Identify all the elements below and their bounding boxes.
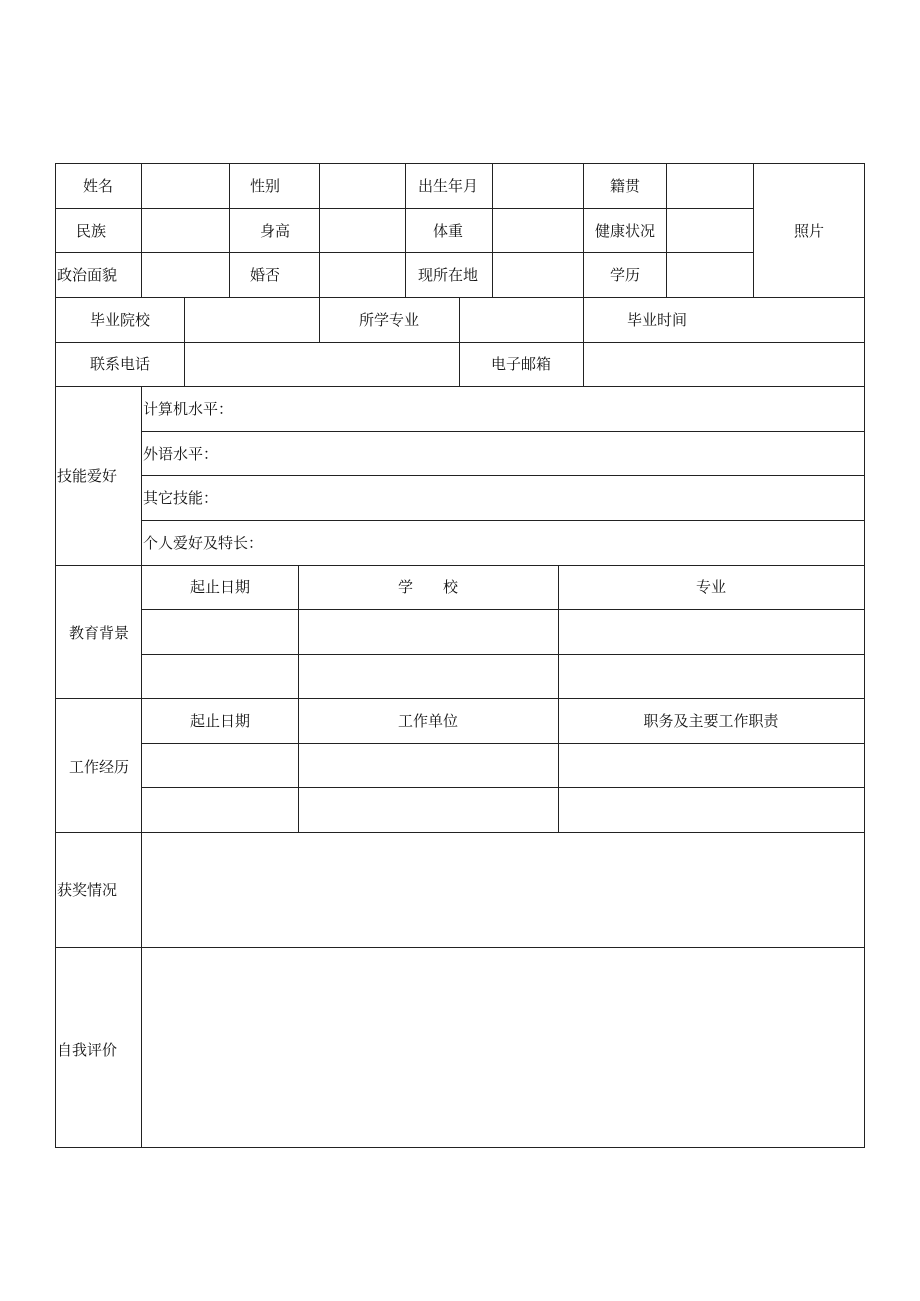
work-row-1-company[interactable] [299,744,558,787]
edu-col-date: 起止日期 [189,578,251,596]
work-row-1-duty[interactable] [559,744,864,787]
graduate-school-field[interactable] [185,298,319,342]
row-line [55,698,865,699]
border-left [55,163,56,1148]
name-field[interactable] [142,164,229,208]
border-right [864,163,865,1148]
label-birth: 出生年月 [417,177,479,195]
height-field[interactable] [320,209,405,252]
label-photo: 照片 [793,222,825,240]
edu-row-1-date[interactable] [142,610,298,654]
work-row-2-company[interactable] [299,788,558,832]
edu-col-school: 学 校 [397,578,459,596]
label-work-experience: 工作经历 [68,758,130,776]
photo-slot[interactable] [754,164,864,297]
label-skills: 技能爱好 [57,467,118,485]
hobbies-field[interactable] [280,521,864,565]
health-field[interactable] [667,209,753,252]
label-self-evaluation: 自我评价 [57,1041,118,1059]
label-marital: 婚否 [249,266,281,284]
label-health: 健康状况 [594,222,656,240]
col-line [229,163,230,297]
label-weight: 体重 [432,222,464,240]
other-skills-field[interactable] [230,476,864,520]
edu-row-2-major[interactable] [559,655,864,698]
major-field[interactable] [460,298,583,342]
edu-col-major: 专业 [695,578,727,596]
residence-field[interactable] [493,253,583,297]
label-computer-level: 计算机水平： [143,400,234,418]
work-col-date: 起止日期 [189,712,251,730]
language-level-field[interactable] [230,432,864,475]
label-email: 电子邮箱 [490,355,552,373]
label-native-place: 籍贯 [609,177,641,195]
weight-field[interactable] [493,209,583,252]
label-gender: 性别 [249,177,281,195]
edu-row-1-school[interactable] [299,610,558,654]
label-graduate-school: 毕业院校 [89,311,151,329]
email-field[interactable] [584,343,864,386]
label-hobbies: 个人爱好及特长： [143,534,264,552]
work-col-company: 工作单位 [397,712,459,730]
border-bottom [55,1147,865,1148]
phone-field[interactable] [185,343,459,386]
ethnicity-field[interactable] [142,209,229,252]
label-height: 身高 [259,222,291,240]
label-major: 所学专业 [358,311,420,329]
political-status-field[interactable] [142,253,229,297]
self-evaluation-field[interactable] [142,948,864,1147]
edu-row-2-school[interactable] [299,655,558,698]
work-row-2-duty[interactable] [559,788,864,832]
label-graduate-time: 毕业时间 [626,311,688,329]
row-line [55,565,865,566]
col-line [583,163,584,297]
work-col-duty: 职务及主要工作职责 [643,712,779,730]
label-name: 姓名 [82,177,114,195]
label-awards: 获奖情况 [57,881,118,899]
gender-field[interactable] [320,164,405,208]
native-place-field[interactable] [667,164,753,208]
label-education-background: 教育背景 [68,624,130,642]
label-education: 学历 [609,266,641,284]
col-line [405,163,406,297]
label-residence: 现所在地 [417,266,479,284]
work-row-2-date[interactable] [142,788,298,832]
work-row-1-date[interactable] [142,744,298,787]
col-line [319,297,320,342]
label-phone: 联系电话 [89,355,151,373]
birth-field[interactable] [493,164,583,208]
edu-row-1-major[interactable] [559,610,864,654]
label-ethnicity: 民族 [75,222,107,240]
edu-row-2-date[interactable] [142,655,298,698]
marital-field[interactable] [320,253,405,297]
label-political-status: 政治面貌 [57,266,118,284]
label-other-skills: 其它技能： [143,489,219,507]
education-field[interactable] [667,253,753,297]
awards-field[interactable] [142,833,864,947]
label-language-level: 外语水平： [143,445,219,463]
computer-level-field[interactable] [250,387,864,431]
